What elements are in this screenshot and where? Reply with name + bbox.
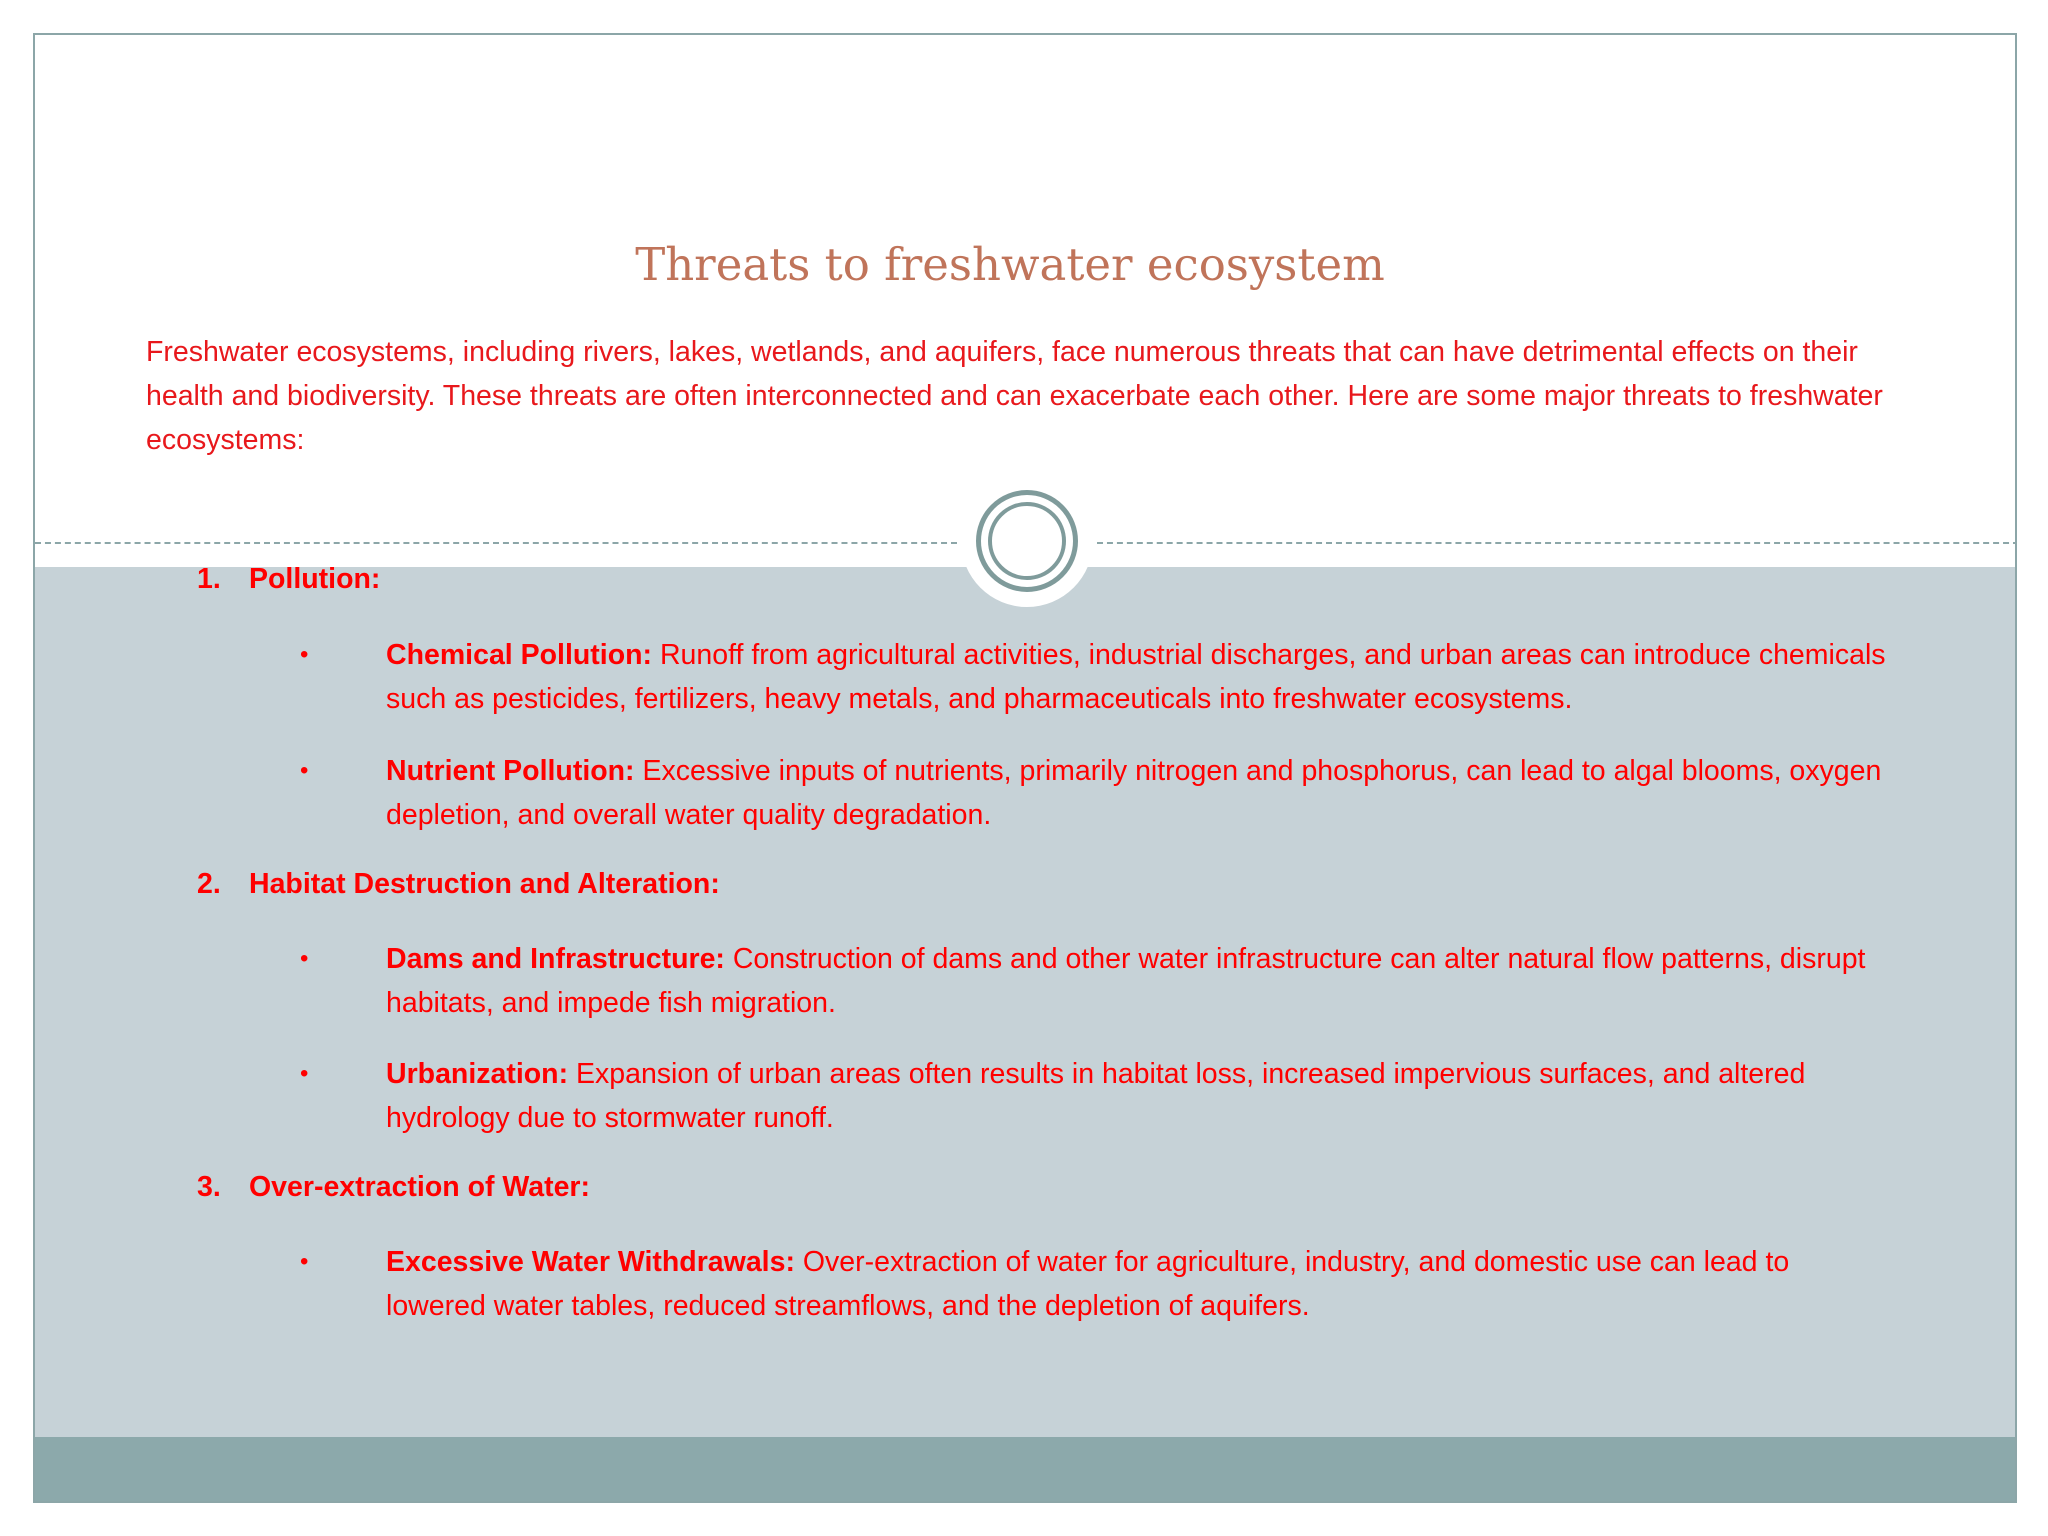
list-item <box>300 1052 1890 1140</box>
list-item-text <box>386 937 1890 1025</box>
section-number: 3. <box>197 1171 221 1203</box>
circle-ornament-inner-ring <box>988 502 1066 580</box>
bullet-icon: • <box>300 757 309 784</box>
slide-title: Threats to freshwater ecosystem <box>635 238 1385 291</box>
list-item-body: Expansion of urban areas often results in habitat loss, increased impervious surfaces, and altered hydrology due to stormwater runoff. <box>386 1058 1806 1134</box>
section-heading-text: Habitat Destruction and Alteration: <box>249 868 720 900</box>
section-heading-over-extraction <box>197 1171 590 1204</box>
list-item <box>300 749 1890 837</box>
intro-paragraph: Freshwater ecosystems, including rivers, lakes, wetlands, and aquifers, face numerous threats that can have detrimental effects on their health and biodiversity. These threats are often interconnected and can exacerbate each other. Here are some major threats to freshwater ecosystems: <box>146 336 1883 456</box>
section-number: 2. <box>197 868 221 900</box>
list-item-text <box>386 1240 1890 1328</box>
section-heading-text: Over-extraction of Water: <box>249 1171 591 1203</box>
bullet-icon: • <box>300 945 309 972</box>
list-item-lead: Urbanization: <box>386 1058 569 1090</box>
divider-dashed-left <box>35 542 957 544</box>
slide-frame <box>33 33 2017 1503</box>
section-number: 1. <box>197 563 221 595</box>
list-item-body: Over-extraction of water for agriculture, industry, and domestic use can lead to lowered water tables, reduced streamflows, and the depletion of aquifers. <box>386 1246 1790 1322</box>
list-item-text <box>386 633 1890 721</box>
list-item-lead: Excessive Water Withdrawals: <box>386 1246 795 1278</box>
list-item-body: Construction of dams and other water infrastructure can alter natural flow patterns, disrupt habitats, and impede fish migration. <box>386 943 1866 1019</box>
section-heading-habitat <box>197 868 720 901</box>
list-item-body: Excessive inputs of nutrients, primarily nitrogen and phosphorus, can lead to algal blooms, oxygen depletion, and overall water quality degradation. <box>386 755 1882 831</box>
slide-footer-band <box>35 1437 2015 1503</box>
list-item <box>300 937 1890 1025</box>
bullet-icon: • <box>300 1248 309 1275</box>
list-item-lead: Dams and Infrastructure: <box>386 943 725 975</box>
list-item <box>300 633 1890 721</box>
divider-dashed-right <box>1097 542 2017 544</box>
list-item-text <box>386 1052 1890 1140</box>
section-heading-pollution <box>197 563 380 596</box>
list-item-lead: Nutrient Pollution: <box>386 755 635 787</box>
list-item-body: Runoff from agricultural activities, industrial discharges, and urban areas can introduce chemicals such as pesticides, fertilizers, heavy metals, and pharmaceuticals into freshwater ecosystems. <box>386 639 1886 715</box>
list-item <box>300 1240 1890 1328</box>
bullet-icon: • <box>300 1060 309 1087</box>
list-item-text <box>386 749 1890 837</box>
section-heading-text: Pollution: <box>249 563 381 595</box>
list-item-lead: Chemical Pollution: <box>386 639 653 671</box>
bullet-icon: • <box>300 641 309 668</box>
